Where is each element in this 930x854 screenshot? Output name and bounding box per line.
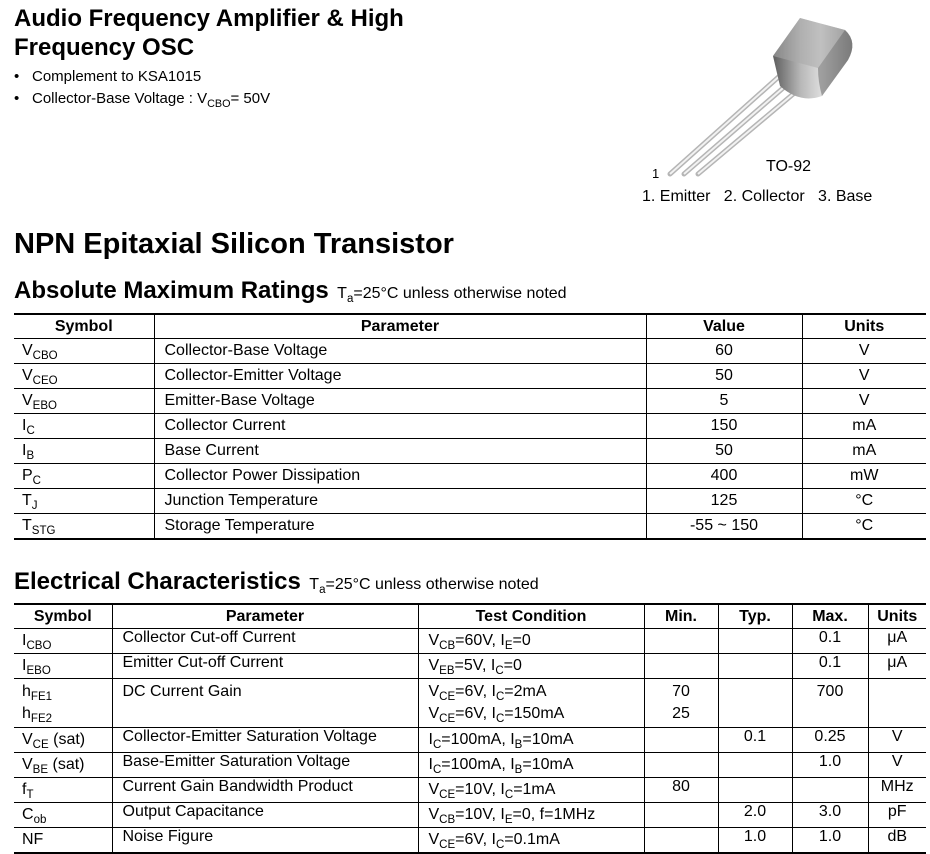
max-cell: 700 xyxy=(792,679,868,728)
feature-item: • Collector-Base Voltage : $V_{CBO}= 50V$ xyxy=(14,88,270,110)
test-condition-line xyxy=(428,657,644,678)
condition-subscript: CB xyxy=(439,814,456,827)
table-row xyxy=(14,803,926,828)
symbol-subscript: EBO xyxy=(32,400,57,413)
max-cell: 1.0 xyxy=(792,753,868,778)
table-row xyxy=(14,828,926,854)
symbol-subscript: CEO xyxy=(32,375,58,388)
table-row xyxy=(14,629,926,654)
feature-list xyxy=(14,66,270,110)
units-cell: °C xyxy=(802,489,926,514)
test-condition-line xyxy=(428,632,644,653)
table-row xyxy=(14,339,926,364)
symbol-line xyxy=(22,731,112,752)
symbol-letter: h xyxy=(22,683,31,700)
max-cell: 3.0 xyxy=(792,803,868,828)
elec-char-rows xyxy=(14,629,926,854)
symbol-line xyxy=(22,806,112,827)
condition-text: =5V, I xyxy=(454,657,496,674)
value-cell: 125 xyxy=(646,489,802,514)
symbol-subscript: C xyxy=(26,425,35,438)
symbol-letter: V xyxy=(22,392,33,409)
col-symbol: Symbol xyxy=(14,314,154,339)
symbol-cell xyxy=(14,753,112,778)
value-cell: 5 xyxy=(646,389,802,414)
symbol-cell xyxy=(14,514,154,540)
symbol-subscript: T xyxy=(26,789,34,802)
parameter-cell: Collector-Emitter Saturation Voltage xyxy=(112,728,418,753)
table-row xyxy=(14,439,926,464)
symbol-letter: C xyxy=(22,806,34,823)
condition-text: =100mA, I xyxy=(441,731,515,748)
col-typ: Typ. xyxy=(718,604,792,629)
symbol-cell xyxy=(14,728,112,753)
symbol-line xyxy=(22,657,112,678)
units-cell: mA xyxy=(802,439,926,464)
symbol-letter: I xyxy=(22,632,27,649)
col-units: Units xyxy=(868,604,926,629)
min-cell: 70 25 xyxy=(644,679,718,728)
feature-item: • Complement to KSA1015 xyxy=(14,66,270,88)
min-cell xyxy=(644,803,718,828)
symbol-cell xyxy=(14,339,154,364)
symbol-cell xyxy=(14,803,112,828)
typ-cell xyxy=(718,753,792,778)
units-cell: mW xyxy=(802,464,926,489)
table-row xyxy=(14,389,926,414)
symbol-cell xyxy=(14,778,112,803)
symbol-line xyxy=(22,703,112,725)
symbol-subscript: FE1 xyxy=(30,691,53,704)
symbol-cell xyxy=(14,464,154,489)
table-row xyxy=(14,728,926,753)
symbol-letter: f xyxy=(22,781,27,798)
condition-text: I xyxy=(428,756,433,773)
condition-subscript: CB xyxy=(439,640,456,653)
condition-text: V xyxy=(428,632,440,649)
table-row xyxy=(14,654,926,679)
value-cell: 60 xyxy=(646,339,802,364)
col-min: Min. xyxy=(644,604,718,629)
col-parameter: Parameter xyxy=(112,604,418,629)
symbol-subscript: B xyxy=(26,450,35,463)
min-cell xyxy=(644,728,718,753)
symbol-subscript: STG xyxy=(31,525,56,538)
test-condition-line xyxy=(428,756,644,777)
parameter-cell: Collector Cut-off Current xyxy=(112,629,418,654)
symbol-cell xyxy=(14,439,154,464)
units-cell: μA xyxy=(868,654,926,679)
table-row xyxy=(14,778,926,803)
test-condition-line xyxy=(429,703,644,725)
symbol-letter: V xyxy=(22,731,33,748)
symbol-letter: P xyxy=(22,467,33,484)
units-cell: μA xyxy=(868,629,926,654)
symbol-line xyxy=(22,681,112,703)
symbol-cell xyxy=(14,679,112,728)
col-value: Value xyxy=(646,314,802,339)
condition-subscript: CE xyxy=(439,789,456,802)
symbol-letter: NF xyxy=(22,831,44,848)
condition-text: V xyxy=(428,705,440,722)
condition-text: =150mA xyxy=(504,705,565,722)
col-units: Units xyxy=(802,314,926,339)
test-condition-cell xyxy=(418,679,644,728)
parameter-cell: Base-Emitter Saturation Voltage xyxy=(112,753,418,778)
min-cell: 80 xyxy=(644,778,718,803)
pinout-legend: 1. Emitter 2. Collector 3. Base xyxy=(642,188,873,205)
elec-title: Electrical Characteristics xyxy=(14,568,301,595)
condition-text: V xyxy=(428,781,440,798)
units-cell: V xyxy=(802,389,926,414)
symbol-suffix: (sat) xyxy=(48,756,85,773)
table-row xyxy=(14,464,926,489)
symbol-subscript: ob xyxy=(33,814,47,827)
units-cell: V xyxy=(868,728,926,753)
table-row xyxy=(14,514,926,540)
value-cell: -55 ~ 150 xyxy=(646,514,802,540)
parameter-cell: Noise Figure xyxy=(112,828,418,854)
symbol-letter: I xyxy=(22,442,27,459)
max-cell: 0.1 xyxy=(792,629,868,654)
col-parameter: Parameter xyxy=(154,314,646,339)
condition-text: V xyxy=(428,806,440,823)
col-test-condition: Test Condition xyxy=(418,604,644,629)
condition-text: =60V, I xyxy=(455,632,505,649)
min-cell xyxy=(644,654,718,679)
parameter-cell: Output Capacitance xyxy=(112,803,418,828)
units-cell: dB xyxy=(868,828,926,854)
test-condition-line xyxy=(429,681,644,703)
test-condition-cell xyxy=(418,629,644,654)
parameter-cell: Emitter Cut-off Current xyxy=(112,654,418,679)
condition-subscript: CE xyxy=(439,713,456,726)
to92-package-image xyxy=(640,12,880,182)
symbol-cell xyxy=(14,364,154,389)
parameter-cell: Current Gain Bandwidth Product xyxy=(112,778,418,803)
parameter-cell: DC Current Gain xyxy=(112,679,418,728)
symbol-letter: h xyxy=(22,705,31,722)
test-condition-cell xyxy=(418,728,644,753)
elec-heading xyxy=(14,568,539,596)
col-max: Max. xyxy=(792,604,868,629)
symbol-subscript: CE xyxy=(32,739,49,752)
test-condition-line xyxy=(428,731,644,752)
condition-text: =0 xyxy=(512,632,531,649)
symbol-letter: T xyxy=(22,492,32,509)
units-cell: pF xyxy=(868,803,926,828)
condition-text: =0.1mA xyxy=(504,831,560,848)
condition-subscript: EB xyxy=(439,665,455,678)
condition-subscript: CE xyxy=(439,839,456,852)
elec-char-table xyxy=(14,603,926,854)
parameter-cell: Emitter-Base Voltage xyxy=(154,389,646,414)
condition-subscript: C xyxy=(504,789,514,802)
condition-text: V xyxy=(428,657,440,674)
parameter-cell: Collector-Base Voltage xyxy=(154,339,646,364)
condition-subscript: C xyxy=(495,839,505,852)
value-cell: 50 xyxy=(646,439,802,464)
condition-text: V xyxy=(428,683,440,700)
symbol-cell xyxy=(14,828,112,854)
symbol-cell xyxy=(14,489,154,514)
symbol-letter: V xyxy=(22,756,33,773)
typ-cell xyxy=(718,679,792,728)
typ-cell xyxy=(718,778,792,803)
min-cell xyxy=(644,753,718,778)
units-cell xyxy=(868,679,926,728)
symbol-subscript: CBO xyxy=(26,640,52,653)
condition-subscript: C xyxy=(432,739,442,752)
max-cell: 0.25 xyxy=(792,728,868,753)
typ-cell xyxy=(718,629,792,654)
test-condition-line xyxy=(428,831,644,852)
typ-cell: 1.0 xyxy=(718,828,792,854)
units-cell: V xyxy=(802,364,926,389)
condition-subscript: B xyxy=(514,739,523,752)
symbol-subscript: C xyxy=(32,475,41,488)
symbol-cell xyxy=(14,654,112,679)
symbol-letter: I xyxy=(22,657,27,674)
condition-subscript: C xyxy=(495,691,505,704)
condition-text: =10V, I xyxy=(455,806,505,823)
parameter-cell: Collector Current xyxy=(154,414,646,439)
symbol-cell xyxy=(14,414,154,439)
condition-subscript: C xyxy=(495,665,504,678)
device-title: NPN Epitaxial Silicon Transistor xyxy=(14,228,454,260)
value-cell: 50 xyxy=(646,364,802,389)
test-condition-line xyxy=(428,806,644,827)
units-cell: V xyxy=(868,753,926,778)
symbol-subscript: EBO xyxy=(26,665,51,678)
condition-subscript: E xyxy=(504,814,513,827)
units-cell: °C xyxy=(802,514,926,540)
abs-max-rows xyxy=(14,339,926,540)
package-name: TO-92 xyxy=(766,158,812,175)
table-row xyxy=(14,414,926,439)
symbol-line xyxy=(22,831,112,849)
condition-subscript: C xyxy=(432,764,442,777)
value-cell: 150 xyxy=(646,414,802,439)
document-title: Audio Frequency Amplifier & High Frequency OSC xyxy=(14,5,404,61)
abs-max-table xyxy=(14,313,926,540)
symbol-letter: T xyxy=(22,517,32,534)
symbol-suffix: (sat) xyxy=(48,731,86,748)
condition-subscript: C xyxy=(495,713,505,726)
typ-cell: 2.0 xyxy=(718,803,792,828)
test-condition-line xyxy=(428,781,644,802)
condition-text: =2mA xyxy=(504,683,547,700)
max-cell xyxy=(792,778,868,803)
symbol-subscript: CBO xyxy=(32,350,58,363)
condition-text: =10mA xyxy=(522,756,574,773)
table-row xyxy=(14,489,926,514)
abs-max-note: $T_a=25^\circ C$ unless otherwise noted xyxy=(337,285,567,306)
condition-text: I xyxy=(428,731,433,748)
min-cell xyxy=(644,629,718,654)
max-cell: 0.1 xyxy=(792,654,868,679)
table-header-row xyxy=(14,314,926,339)
symbol-cell xyxy=(14,389,154,414)
condition-subscript: E xyxy=(504,640,513,653)
symbol-letter: V xyxy=(22,342,33,359)
value-cell: 400 xyxy=(646,464,802,489)
parameter-cell: Junction Temperature xyxy=(154,489,646,514)
test-condition-cell xyxy=(418,778,644,803)
units-cell: mA xyxy=(802,414,926,439)
symbol-line xyxy=(22,632,112,653)
test-condition-cell xyxy=(418,803,644,828)
parameter-cell: Base Current xyxy=(154,439,646,464)
condition-text: =1mA xyxy=(513,781,556,798)
table-row xyxy=(14,364,926,389)
symbol-cell xyxy=(14,629,112,654)
col-symbol: Symbol xyxy=(14,604,112,629)
parameter-cell: Collector Power Dissipation xyxy=(154,464,646,489)
pin-1-marker: 1 xyxy=(652,166,660,181)
parameter-cell: Collector-Emitter Voltage xyxy=(154,364,646,389)
condition-text: =6V, I xyxy=(455,705,496,722)
max-cell: 1.0 xyxy=(792,828,868,854)
condition-text: =0 xyxy=(503,657,522,674)
package-body xyxy=(773,18,852,98)
symbol-subscript: FE2 xyxy=(30,713,53,726)
test-condition-cell xyxy=(418,753,644,778)
condition-text: =0, f=1MHz xyxy=(512,806,596,823)
condition-text: =10V, I xyxy=(455,781,505,798)
condition-subscript: CE xyxy=(439,691,456,704)
symbol-line xyxy=(22,756,112,777)
symbol-subscript: J xyxy=(31,500,38,513)
condition-text: =6V, I xyxy=(455,831,496,848)
parameter-cell: Storage Temperature xyxy=(154,514,646,540)
symbol-line xyxy=(22,781,112,802)
min-cell xyxy=(644,828,718,854)
typ-cell: 0.1 xyxy=(718,728,792,753)
elec-note: $T_a=25^\circ C$ unless otherwise noted xyxy=(309,576,539,597)
condition-text: =10mA xyxy=(522,731,574,748)
test-condition-cell xyxy=(418,828,644,854)
condition-text: =100mA, I xyxy=(441,756,515,773)
units-cell: V xyxy=(802,339,926,364)
condition-text: V xyxy=(428,831,440,848)
table-row xyxy=(14,679,926,728)
condition-subscript: B xyxy=(514,764,523,777)
abs-max-heading xyxy=(14,277,567,305)
symbol-letter: I xyxy=(22,417,27,434)
table-row xyxy=(14,753,926,778)
symbol-letter: V xyxy=(22,367,33,384)
typ-cell xyxy=(718,654,792,679)
units-cell: MHz xyxy=(868,778,926,803)
table-header-row xyxy=(14,604,926,629)
test-condition-cell xyxy=(418,654,644,679)
condition-text: =6V, I xyxy=(455,683,496,700)
abs-max-title: Absolute Maximum Ratings xyxy=(14,277,329,304)
symbol-subscript: BE xyxy=(32,764,49,777)
